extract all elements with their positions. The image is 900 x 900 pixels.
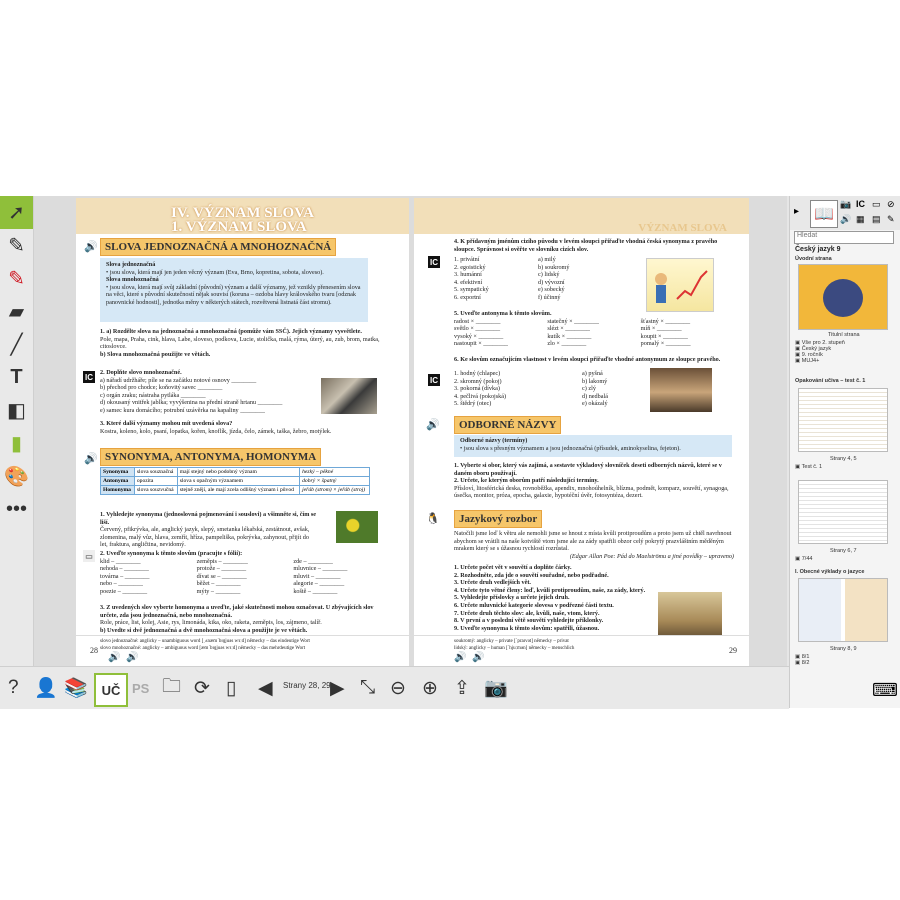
list-item: a) pyšná xyxy=(582,370,603,377)
toc-link-label: 8/2 xyxy=(801,660,810,666)
speaker-icon[interactable]: 🔊 xyxy=(84,241,98,253)
definition-box xyxy=(454,435,732,457)
ic-badge-icon[interactable]: IC xyxy=(85,372,93,382)
toc-link[interactable]: ▣ Test č. 1 xyxy=(795,464,823,470)
speaker-icon[interactable]: 🔊 xyxy=(454,652,467,663)
page-footer xyxy=(414,635,749,666)
window-tab-icon[interactable]: ▭ xyxy=(872,199,881,209)
grid-cell: mýty – ________ xyxy=(196,587,241,595)
task-item: 1. Určete počet vět v souvětí a doplňte čárky. xyxy=(454,564,572,571)
list-item: 5. sympatický xyxy=(454,286,489,294)
grid-cell: nebo – ________ xyxy=(100,580,143,588)
exercise-instruction: 3. Z uvedených slov vyberte homonyma a uveďte, jaké skutečnosti mohou označovat. U zbývajících slov určete, zda jsou jednoznačná, nebo mnohoznačná. xyxy=(100,604,374,619)
toc-section[interactable]: Úvodní strana xyxy=(795,256,832,262)
exercise-instruction: 5. Uveďte antonyma k těmto slovům. xyxy=(454,310,552,317)
grid-cell: poezie – ________ xyxy=(100,587,148,595)
toc-section[interactable]: I. Obecné výklady o jazyce xyxy=(795,569,865,575)
toc-link[interactable]: ▣ 7/44 xyxy=(795,556,813,562)
exercise-10 xyxy=(454,462,734,500)
table-cell: jeřáb (strom) × jeřáb (stroj) xyxy=(300,486,370,495)
task-item: 4. Určete tyto větné členy: loď, kvůli protiproudům, naše, za zády, který. xyxy=(454,586,646,594)
exercise-words: Kostra, koleno, kolo, psaní, lopatka, kořen, knoflík, jízda, čelo, zámek, taška, žebro, motýlek. xyxy=(100,427,332,435)
exercise-instruction: 1. a) Rozdělte slova na jednoznačná a mnohoznačná (pomůže vám SSČ). Jejich významy vysvětlete. xyxy=(100,328,362,335)
toc-link[interactable]: ▣ 9. ročník xyxy=(795,352,823,358)
exercise-7-left xyxy=(454,256,534,302)
exercise-9-right xyxy=(582,370,642,408)
exercise-words: Pole, mapa, Praha, cink, hlava, Labe, sloveso, podkova, Lucie, stolička, malá, rýma, úterý, au, zub, brom, matka, citoslovce. xyxy=(100,335,380,351)
exercise-words: Červený, pfikrývka, ale, anglický jazyk, slepý, smetanka lékařská, zestátnout, avšak, zlomenina, malý vůz, hlava, zemřít, hříza, pampeliška, pokrývka, zahynout, přijít do let, fraktura, angličtina, nevidomý. xyxy=(100,526,310,549)
grid-cell: šťastný × ________ xyxy=(640,317,691,325)
toc-section[interactable]: Opakování učiva – test č. 1 xyxy=(795,378,866,384)
toc-link-label: 7/44 xyxy=(801,556,813,562)
exercise-4 xyxy=(100,511,318,549)
definition-text: Slova jednoznačná • jsou slova, která mají jen jeden věcný význam (Eva, Brno, kopretina, sobota, sloveso). Slova mnohoznačná • jsou slova, která mají svůj základní (původní) význam a další významy, jež vznikly přenesením slova na věci, které s původní skutečností nějak souvisí (koruna – ozdoba hlavy královského tvaru [odznak panovnické hodnosti], jednotka měny v některých státech, rozvětvená listnatá část stromu). xyxy=(106,261,361,306)
thumbnail-label: Strany 6, 7 xyxy=(830,548,857,554)
grid-cell: nehoda – ________ xyxy=(100,565,149,573)
definition-term: Slova mnohoznačná xyxy=(106,276,159,284)
list-item: d) nedbalá xyxy=(582,392,608,400)
chapter-band xyxy=(76,198,409,234)
line-width-icon[interactable]: ▮ xyxy=(10,433,22,455)
toc-link[interactable]: ▣ MUJ4+ xyxy=(795,358,820,364)
fill-bucket-icon[interactable]: ◧ xyxy=(7,400,26,422)
list-item: 2. skromný (pokoj) xyxy=(454,377,502,385)
share-icon[interactable]: ⇪ xyxy=(454,677,470,699)
task-item: 2. Rozhodněte, zda jde o souvětí souřadné, nebo podřadné. xyxy=(454,571,609,579)
analysis-tasks xyxy=(454,564,654,632)
table-cell: Homonyma xyxy=(101,486,135,495)
definition-body: jsou slova s přesným významem a jsou jednoznačná (přísudek, aminokyselina, fejeton). xyxy=(463,444,681,452)
table-cell: Synonyma xyxy=(101,468,135,477)
task-item: 9. Uveďte synonyma k těmto slovům: spatřili, úžasnou. xyxy=(454,624,600,632)
definition-body: jsou slova, která mají jen jeden věcný význam (Eva, Brno, kopretina, sobota, sloveso). xyxy=(109,268,324,276)
search-input[interactable]: Hledat xyxy=(794,231,894,244)
footer-vocab xyxy=(100,639,400,652)
zebra-photo xyxy=(321,378,377,414)
toc-link-label: Test č. 1 xyxy=(801,464,823,470)
list-item: 1. hodný (chlapec) xyxy=(454,370,501,377)
page-29 xyxy=(414,198,749,666)
definition-body: jsou slova, která mají svůj základní (původní) význam a další významy, jež vznikly přenesením slova na věci, které s původní skutečností nějak souvisí (koruna – ozdoba hlavy královského tvaru [odznak panovnické hodnosti], jednotka měny v některých státech, rozvětvená listnatá část stromu). xyxy=(106,283,361,306)
table-cell: stejně znějí, ale mají zcela odlišný význam i původ xyxy=(177,486,299,495)
cover-thumbnail[interactable] xyxy=(798,264,888,330)
exercise-1 xyxy=(100,328,390,358)
sailing-ship-painting xyxy=(658,592,722,640)
passage-text: Natočili jsme loď k větru ale nemohli jsme se hnout z místa kvůli protiproudům a proto jsem už chtěl navrhnout abychom se vrátili na naše kotviště vtom jsme ale za zády spatřili obzor celý pokrytý prazvláštním měděným mrakem který se s úžasnou rychlostí rozrůstal. xyxy=(454,530,732,553)
previous-page-icon[interactable]: ◀ xyxy=(258,677,273,699)
exercise-words: Přísloví, litosférická deska, rovnoběžka, apendix, mnohoúhelník, blízma, podmět, komparz, souvětí, synagoga, úsečka, monitor, próza, epocha, galaxie, hypotéční úvěr, fotosyntéza, dezert. xyxy=(454,484,729,500)
edit-tab-icon[interactable]: ✎ xyxy=(887,214,895,224)
chapter-title-line1: IV. VÝZNAM SLOVA xyxy=(171,205,314,221)
footer-line: slovo mnohoznačné: anglicky – ambiguous word [æmˈbɪɡjuəs wɜːd] německy – das mehrdeutige Wort xyxy=(100,645,306,651)
exercise-item: c) orgán zraku; nástraha pytláka ________ xyxy=(100,391,206,399)
grid-cell: koště – ________ xyxy=(293,587,338,595)
list-item: 6. exportní xyxy=(454,293,481,301)
table-cell: mají stejný nebo podobný význam xyxy=(177,468,299,477)
dandelion-photo xyxy=(336,511,378,543)
teacher-icon[interactable]: 👤 xyxy=(34,678,58,699)
page-icon[interactable]: ▯ xyxy=(226,677,237,699)
speaker-icon[interactable]: 🔊 xyxy=(108,652,121,663)
list-item: e) okázalý xyxy=(582,400,608,408)
table-cell: slova s opačným významem xyxy=(177,477,299,486)
table-cell: Antonyma xyxy=(101,477,135,486)
ic-badge-icon[interactable]: IC xyxy=(430,257,438,267)
folio-icon[interactable]: ▭ xyxy=(83,550,95,562)
link-tab-icon[interactable]: ⊘ xyxy=(887,199,895,209)
page-28 xyxy=(76,198,409,666)
page-number: 29 xyxy=(729,646,737,655)
speaker-icon[interactable]: 🔊 xyxy=(472,652,485,663)
select-arrow-icon[interactable]: ➚ xyxy=(0,196,33,229)
exercise-8 xyxy=(454,310,734,348)
ps-button[interactable]: PS xyxy=(132,680,150,696)
folder-icon[interactable]: 🗀 xyxy=(162,676,182,697)
toc-link-label: Český jazyk xyxy=(801,346,832,352)
exercise-item: d) okousaný vnitřek jablka; vyvýšenina na přední straně hrtanu ________ xyxy=(100,399,283,407)
grid-cell: pomalý × ________ xyxy=(640,340,691,348)
table-cell: slova souznačná xyxy=(134,468,177,477)
grid-cell: klid – ________ xyxy=(100,557,141,565)
zoom-in-icon[interactable]: ⊕ xyxy=(422,677,438,699)
synonym-table xyxy=(100,467,370,495)
toc-link-label: 8/1 xyxy=(801,654,810,660)
task-item: 6. Určete mluvnické kategorie slovesa v podřezné části textu. xyxy=(454,601,614,609)
toc-link[interactable]: ▣ 8/2 xyxy=(795,660,810,666)
grid-cell: světlo × ________ xyxy=(454,325,501,333)
bottom-toolbar xyxy=(0,666,789,709)
grid-cell: nastoupit × ________ xyxy=(454,340,509,348)
toc-link-label: Vše pro 2. stupeň xyxy=(801,340,845,346)
section-heading: ODBORNÉ NÁZVY xyxy=(454,416,561,434)
ic-badge-icon[interactable]: IC xyxy=(430,375,438,385)
page-thumbnail[interactable] xyxy=(798,480,888,544)
table-row xyxy=(101,468,370,477)
table-cell: slova souzvučná xyxy=(134,486,177,495)
help-icon[interactable]: ? xyxy=(8,677,19,698)
speaker-icon[interactable]: 🔊 xyxy=(84,453,98,465)
chapter-title-line2: 1. VÝZNAM SLOVA xyxy=(171,219,307,235)
exercise-2 xyxy=(100,369,310,415)
fit-page-icon[interactable]: ⤡ xyxy=(360,677,376,698)
grid-cell: mluvit – ________ xyxy=(293,572,341,580)
pen-icon[interactable]: ✎ xyxy=(8,235,25,257)
page-thumbnail[interactable] xyxy=(798,578,888,642)
page-viewer xyxy=(34,196,787,666)
list-item: 1. privátní xyxy=(454,256,480,263)
audio-tab-icon[interactable]: 🔊 xyxy=(840,214,852,224)
list-item: 5. štědrý (otec) xyxy=(454,400,492,408)
table-cell: hezký – pěkné xyxy=(300,468,370,477)
library-icon[interactable]: 📚 xyxy=(64,678,88,699)
list-item: c) lidský xyxy=(538,271,560,279)
toc-link[interactable]: ▣ Český jazyk xyxy=(795,346,832,352)
task-item: 5. Vyhledejte příslovky a určete jejich druh. xyxy=(454,594,570,602)
speaker-icon[interactable]: 🔊 xyxy=(426,419,440,431)
presentation-illustration xyxy=(646,258,714,312)
page-number: 28 xyxy=(90,646,98,655)
footer-line: soukromý: anglicky – private [ˈpraɪvət] německy – privat xyxy=(454,639,569,644)
uc-button[interactable]: UČ xyxy=(94,673,128,707)
list-item: e) sobecký xyxy=(538,286,565,294)
footer-line: lidský: anglicky – human [ˈhjuːmən] německy – menschlich xyxy=(454,645,575,651)
highlighter-icon[interactable]: ✎ xyxy=(8,268,25,290)
ic-tab-icon[interactable]: IC xyxy=(856,199,865,209)
refresh-icon[interactable]: ⟳ xyxy=(194,677,210,699)
line-icon[interactable]: ╱ xyxy=(10,334,23,356)
toc-link-label: 9. ročník xyxy=(801,352,823,358)
camera-icon[interactable]: 📷 xyxy=(484,678,508,699)
exercise-instruction: b) Slova mnohoznačná použijte ve větách. xyxy=(100,350,211,358)
room-photo xyxy=(650,368,712,412)
chapter-band xyxy=(414,198,749,234)
grid-cell: statečný × ________ xyxy=(547,317,599,325)
toc-list xyxy=(795,654,809,666)
eraser-icon[interactable]: ▰ xyxy=(8,301,25,323)
exercise-instruction: b) Uvedte si dvě jednoznačná a dvě mnohoznačná slova a použijte je ve větách. xyxy=(100,626,308,634)
table-row xyxy=(101,477,370,486)
list-item: 4. pečlivá (pokojská) xyxy=(454,392,507,400)
list-item: a) milý xyxy=(538,256,556,263)
running-head: VÝZNAM SLOVA xyxy=(638,222,727,234)
grid-cell: vysoký × ________ xyxy=(454,332,504,340)
text-tool-icon[interactable]: T xyxy=(10,366,23,388)
film-tab-icon[interactable]: ▤ xyxy=(872,214,881,224)
grid-cell: mluvnice – ________ xyxy=(293,565,348,573)
exercise-instruction: 6. Ke slovům označujícím vlastnost v levém sloupci přiřaďte vhodné antonymum ze sloupce pravého. xyxy=(454,356,721,363)
thumbnail-label: Titulní strana xyxy=(828,332,860,338)
penguin-icon[interactable]: 🐧 xyxy=(426,513,440,525)
exercise-9 xyxy=(454,356,734,364)
footer-line: slovo jednoznačné: anglicky – unambiguous word [ˌʌnæmˈbɪɡjuəs wɜːd] německy – das eindeutige Wort xyxy=(100,639,310,644)
passage-source: (Edgar Allan Poe: Pád do Maelströmu a jiné povídky – upraveno) xyxy=(569,552,734,560)
toc-link-label: MUJ4+ xyxy=(801,358,820,364)
color-palette-icon[interactable]: 🎨 xyxy=(4,466,29,488)
analysis-passage xyxy=(454,530,734,560)
next-page-icon[interactable]: ▶ xyxy=(330,677,345,699)
exercise-instruction: 1. Vyhledejte synonyma (jednoslovná pojmenování i souslovi) a všimněte si, čím se liší. xyxy=(100,511,317,526)
list-item: b) lakomý xyxy=(582,377,608,385)
exercise-instruction: 3. Které další významy mohou mít uvedená slova? xyxy=(100,420,233,427)
list-item: 2. egoistický xyxy=(454,263,486,271)
exercise-item: b) přechod pro chodce; koňovitý savec ________ xyxy=(100,384,223,392)
exercise-instruction: 2. Doplňte slovo mnohoznačné. xyxy=(100,369,182,376)
chart-illustration-icon xyxy=(647,259,713,311)
definition-term: Slova jednoznačná xyxy=(106,261,156,268)
table-row xyxy=(101,486,370,495)
task-item: 3. Určete druh vedlejších vět. xyxy=(454,579,531,587)
exercise-item: a) nářadí udržháře; píle se na začátku notové osnovy ________ xyxy=(100,376,257,384)
book-title: Český jazyk 9 xyxy=(795,246,841,253)
chapter-title xyxy=(171,206,314,234)
chevron-right-icon[interactable]: ▸ xyxy=(794,206,800,217)
toc-link[interactable]: ▣ Vše pro 2. stupeň xyxy=(795,340,845,346)
more-icon[interactable]: ••• xyxy=(5,498,27,520)
reader-app xyxy=(0,196,900,708)
task-item: 8. V první a v poslední větě souvětí vyhledejte příklonky. xyxy=(454,617,604,625)
grid-cell: radost × ________ xyxy=(454,317,501,325)
table-cell: opozita xyxy=(134,477,177,486)
grid-cell: běžet – ________ xyxy=(196,580,241,588)
exercise-instruction: 1. Vyberte si obor, který vás zajímá, a sestavte výkladový slovníček deseti odborných názvů, které se v daném oboru používají. xyxy=(454,462,722,477)
thumbnail-label: Strany 4, 5 xyxy=(830,456,857,462)
grid-cell: zlo × ________ xyxy=(547,340,587,348)
section-heading: Jazykový rozbor xyxy=(454,510,542,528)
exercise-6 xyxy=(100,604,390,634)
list-item: b) soukromý xyxy=(538,263,570,271)
book-icon[interactable]: 📖 xyxy=(810,200,838,228)
zoom-out-icon[interactable]: ⊖ xyxy=(390,677,406,699)
thumbnail-label: Strany 8, 9 xyxy=(830,646,857,652)
exercise-7 xyxy=(454,238,734,253)
grid-cell: zde – ________ xyxy=(293,557,333,565)
grid-cell: dívat se – ________ xyxy=(196,572,247,580)
exercise-words: Role, práce, list, kolej, Asie, rys, limonáda, kika, oko, raketa, zeměpis, los, zájmeno, talíř. xyxy=(100,619,322,627)
camera-tab-icon[interactable]: 📷 xyxy=(840,199,852,209)
section-heading: SLOVA JEDNOZNAČNÁ A MNOHOZNAČNÁ xyxy=(100,238,336,256)
grid-cell: koupit × ________ xyxy=(640,332,688,340)
page-footer xyxy=(76,635,409,666)
cover-art xyxy=(823,279,863,317)
exercise-7-right xyxy=(538,256,618,302)
grid-cell: protože – ________ xyxy=(196,565,247,573)
grid-cell: zeměpis – ________ xyxy=(196,557,248,565)
left-toolbar xyxy=(0,196,34,666)
panel-tabs xyxy=(790,196,900,230)
exercise-instruction: 2. Uveďte synonyma k těmto slovům (pracujte s fólií): xyxy=(100,550,243,557)
toc-link[interactable]: ▣ 8/1 xyxy=(795,654,810,660)
grid-cell: míň × ________ xyxy=(640,325,682,333)
page-indicator: Strany 28, 29 xyxy=(283,681,331,690)
exercise-instruction: 4. K přídavným jménům cizího původu v levém sloupci přiřaďte vhodná česká synonyma z pravého sloupce. Správnost si ověřte ve slovníku cizích slov. xyxy=(454,238,718,253)
list-item: d) vývozní xyxy=(538,278,565,286)
list-item: 3. humánní xyxy=(454,271,482,279)
exercise-5 xyxy=(100,550,390,596)
exercise-9-left xyxy=(454,370,554,408)
exercise-3 xyxy=(100,420,390,435)
footer-vocab xyxy=(454,639,714,652)
list-item: 4. efektivní xyxy=(454,278,483,286)
exercise-item: e) samec kura domácího; potrubní uzávěrka na kapaliny ________ xyxy=(100,406,265,414)
grid-tab-icon[interactable]: ▦ xyxy=(856,214,865,224)
grid-cell: alegorie – ________ xyxy=(293,580,345,588)
table-cell: dobrý × špatný xyxy=(300,477,370,486)
definition-text: Odborné názvy (termíny) • jsou slova s přesným významem a jsou jednoznačná (přísudek, aminokyselina, fejeton). xyxy=(460,437,681,452)
exercise-instruction: 2. Určete, ke kterým oborům patří následující termíny. xyxy=(454,477,599,485)
task-item: 7. Určete druh těchto slov: ale, kvůli, naše, vtom, který. xyxy=(454,609,600,617)
list-item: 3. pokorná (dívka) xyxy=(454,385,500,393)
grid-cell: kutík × ________ xyxy=(547,332,592,340)
list-item: c) zlý xyxy=(582,385,596,393)
right-panel xyxy=(789,196,900,708)
speaker-icon[interactable]: 🔊 xyxy=(126,652,139,663)
section-heading: SYNONYMA, ANTONYMA, HOMONYMA xyxy=(100,448,321,466)
definition-term: Odborné názvy (termíny) xyxy=(460,437,528,444)
grid-cell: slézt × ________ xyxy=(547,325,591,333)
grid-cell: továrna – ________ xyxy=(100,572,150,580)
page-thumbnail[interactable] xyxy=(798,388,888,452)
definition-box xyxy=(100,258,368,322)
keyboard-icon[interactable]: ⌨ xyxy=(872,680,898,700)
list-item: f) účinný xyxy=(538,293,561,301)
toc-list xyxy=(795,340,845,364)
